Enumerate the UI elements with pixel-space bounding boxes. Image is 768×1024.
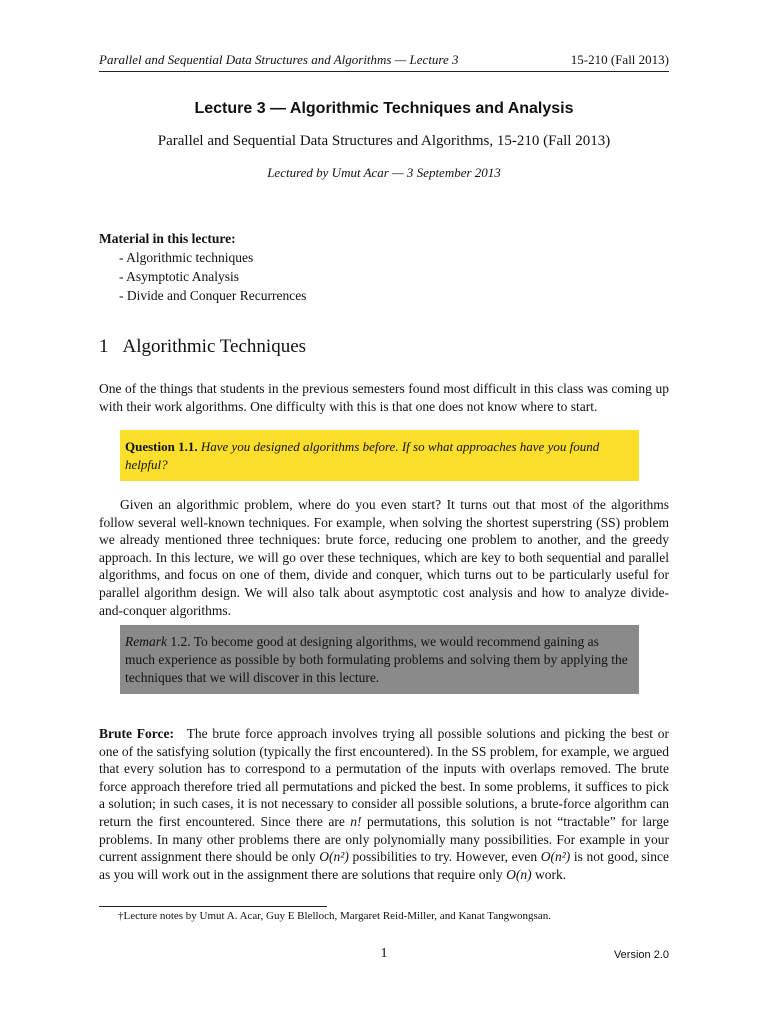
brute-force-paragraph	[99, 725, 669, 883]
math-o-n-squared: O(n²)	[319, 849, 349, 865]
remark-text: To become good at designing algorithms, we would recommend gaining as much experience as possible by both formulating problems and solving them by applying the techniques that we will discover in this lecture.	[125, 634, 628, 685]
footnote-divider	[99, 906, 327, 907]
version-label: Version 2.0	[613, 949, 669, 961]
intro-paragraph: One of the things that students in the previous semesters found most difficult in this class was coming up with their work algorithms. One difficulty with this is that one does not know where to start.	[99, 381, 669, 414]
header-course-title: Parallel and Sequential Data Structures and Algorithms — Lecture 3	[99, 52, 459, 67]
brute-force-text: work.	[535, 866, 567, 882]
question-text: Have you designed algorithms before. If so what approaches have you found helpful?	[125, 439, 600, 472]
header-course-code: 15-210 (Fall 2013)	[570, 52, 669, 67]
question-label: Question 1.1.	[125, 439, 198, 454]
remark-number: 1.2.	[170, 634, 191, 649]
lecture-title: Lecture 3 — Algorithmic Techniques and Analysis	[194, 100, 574, 117]
section-title: Algorithmic Techniques	[122, 336, 307, 357]
material-items	[99, 248, 669, 305]
brute-force-text: The brute force approach involves trying all possible solutions and picking the best or one of the satisfying solution (typically the first encountered). In the SS problem, for example, we argued that every solution has to correspond to a permutation of the inputs with overlaps removed. The brute force approach therefore tried all permutations and picked the best. In some problems, it suffices to pick a solution; in such cases, it is not necessary to consider all possible solutions, a brute-force algorithm can return the first encountered. Since there are	[99, 726, 669, 829]
brute-force-text: permutations, this solution is not “tractable” for large problems. In many other problems there are only polynomially many possibilities. For example in your current assignment there should be only	[99, 813, 670, 865]
remark-box	[120, 625, 639, 694]
running-header	[99, 52, 669, 72]
material-item: - Divide and Conquer Recurrences	[119, 286, 669, 305]
brute-force-text: possibilities to try. However, even	[352, 849, 538, 865]
material-list	[99, 229, 669, 305]
material-heading: Material in this lecture:	[99, 231, 236, 246]
section-heading	[99, 336, 306, 358]
section-number: 1	[99, 336, 109, 357]
brute-force-label: Brute Force:	[99, 726, 175, 741]
lecture-byline: Lectured by Umut Acar — 3 September 2013	[267, 165, 501, 180]
math-n-factorial: n!	[350, 813, 362, 829]
remark-label: Remark	[125, 634, 167, 649]
techniques-paragraph: Given an algorithmic problem, where do you even start? It turns out that most of the algorithms follow several well-known techniques. For example, when solving the shortest superstring (SS) problem we already mentioned three techniques: brute force, reducing one problem to another, and the greedy approach. In this lecture, we will go over these techniques, which are key to both sequential and parallel algorithms, and focus on one of them, divide and conquer, which turns out to be particularly useful for parallel algorithm design. We will also talk about asymptotic cost analysis and how to analyze divide-and-conquer algorithms.	[99, 497, 669, 618]
material-item: - Asymptotic Analysis	[119, 267, 669, 286]
brute-force-text: is not good, since as you will work out in the assignment there are solutions that require only	[99, 849, 670, 882]
math-o-n-squared: O(n²)	[540, 849, 571, 865]
page-number: 1	[380, 946, 388, 961]
math-o-n: O(n)	[506, 866, 532, 882]
footnote: †Lecture notes by Umut A. Acar, Guy E Blelloch, Margaret Reid-Miller, and Kanat Tangwongsan.	[118, 910, 551, 922]
material-item: - Algorithmic techniques	[119, 248, 669, 267]
lecture-subtitle: Parallel and Sequential Data Structures and Algorithms, 15-210 (Fall 2013)	[157, 133, 611, 149]
question-box	[120, 430, 639, 481]
